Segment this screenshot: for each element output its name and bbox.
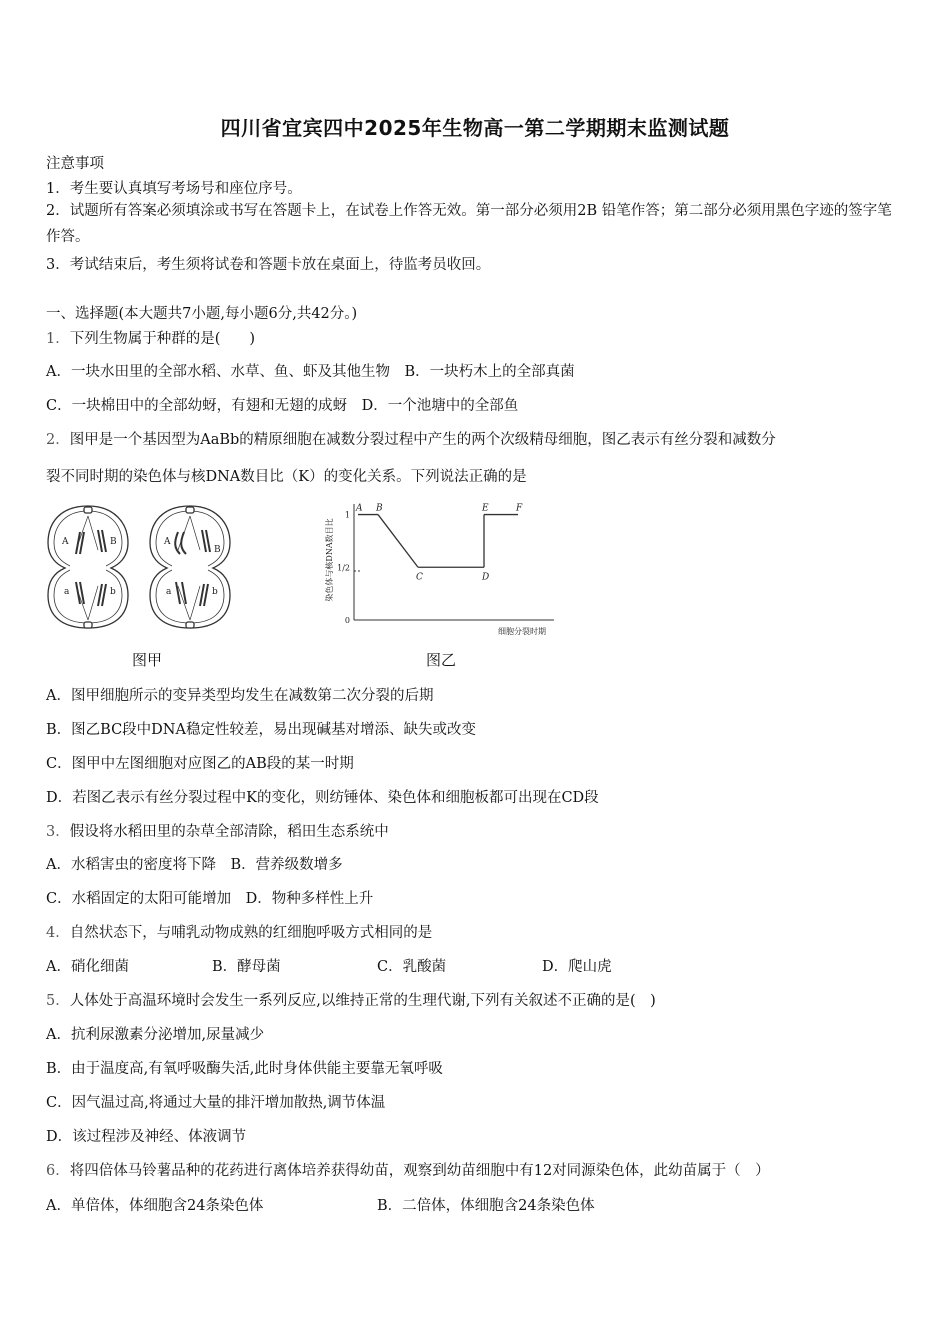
question-1 — [46, 327, 255, 348]
chart-point-label: F — [516, 503, 523, 514]
question-stem-continued: 裂不同时期的染色体与核DNA数目比（K）的变化关系。下列说法正确的是 — [46, 469, 527, 485]
option-c: C．乳酸菌 — [377, 959, 447, 975]
question-stem: 图甲是一个基因型为AaBb的精原细胞在减数分裂过程中产生的两个次级精母细胞，图乙表示有丝分裂和减数分 — [69, 432, 776, 448]
chart-point-label: B — [376, 503, 383, 514]
notice-item-1: 1．考生要认真填写考场号和座位序号。 — [46, 181, 302, 197]
gene-label: b — [110, 587, 116, 597]
question-stem: 人体处于高温环境时会发生一系列反应,以维持正常的生理代谢,下列有关叙述不正确的是( ) — [69, 993, 656, 1009]
figure-jia-label: 图甲 — [132, 651, 163, 669]
chart-point-label: D — [482, 572, 490, 583]
chart-point-label: E — [482, 503, 489, 514]
option-line: C．水稻固定的太阳可能增加 D．物种多样性上升 — [46, 891, 374, 907]
question-stem: 假设将水稻田里的杂草全部清除，稻田生态系统中 — [69, 824, 389, 840]
question-6 — [46, 1159, 770, 1180]
chart-point-label: A — [356, 503, 363, 514]
figure-yi-chart — [318, 498, 568, 643]
chart-y-tick-label: 1/2 — [337, 563, 350, 573]
question-2 — [46, 428, 776, 449]
question-5 — [46, 989, 656, 1010]
figure-jia — [40, 498, 240, 638]
question-stem: 将四倍体马铃薯品种的花药进行离体培养获得幼苗，观察到幼苗细胞中有12对同源染色体，此幼苗属于（ ） — [69, 1163, 770, 1179]
question-3 — [46, 820, 389, 841]
option-a: A．硝化细菌 — [46, 959, 129, 975]
question-stem: 下列生物属于种群的是( ) — [69, 331, 256, 347]
option-line: C．一块棉田中的全部幼蚜，有翅和无翅的成蚜 D．一个池塘中的全部鱼 — [46, 398, 519, 414]
option-line: A．抗利尿激素分泌增加,尿量减少 — [46, 1027, 265, 1043]
gene-label: A — [62, 537, 69, 547]
gene-label: B — [110, 537, 117, 547]
option-line: A．水稻害虫的密度将下降 B．营养级数增多 — [46, 857, 343, 873]
option-a: A．单倍体，体细胞含24条染色体 — [46, 1198, 264, 1214]
option-line: A．图甲细胞所示的变异类型均发生在减数第二次分裂的后期 — [46, 688, 434, 704]
question-number: 1． — [46, 331, 70, 347]
option-b: B．二倍体，体细胞含24条染色体 — [377, 1198, 595, 1214]
notice-item-2: 2．试题所有答案必须填涂或书写在答题卡上，在试卷上作答无效。第一部分必须用2B 铅笔作答；第二部分必须用黑色字迹的签字笔作答。 — [46, 203, 892, 245]
option-line: B．由于温度高,有氧呼吸酶失活,此时身体供能主要靠无氧呼吸 — [46, 1061, 443, 1077]
chart-xlabel: 细胞分裂时期 — [498, 627, 546, 636]
chart-y-tick-label: 0 — [344, 616, 350, 625]
option-line: D．该过程涉及神经、体液调节 — [46, 1129, 247, 1145]
notice-item-3: 3．考试结束后，考生须将试卷和答题卡放在桌面上，待监考员收回。 — [46, 257, 491, 273]
question-number: 2． — [46, 432, 70, 448]
chart-y-tick-label: 1 — [344, 510, 350, 520]
option-line: C．图甲中左图细胞对应图乙的AB段的某一时期 — [46, 756, 354, 772]
chart-line-segment — [378, 515, 418, 568]
gene-label: B — [214, 545, 221, 555]
question-number: 6． — [46, 1163, 70, 1179]
option-line: B．图乙BC段中DNA稳定性较差，易出现碱基对增添、缺失或改变 — [46, 722, 476, 738]
option-d: D．爬山虎 — [542, 959, 612, 975]
gene-label: a — [64, 587, 70, 597]
gene-label: a — [166, 587, 172, 597]
question-stem: 自然状态下，与哺乳动物成熟的红细胞呼吸方式相同的是 — [69, 925, 433, 941]
gene-label: b — [212, 587, 218, 597]
question-number: 5． — [46, 993, 70, 1009]
figure-yi-label: 图乙 — [426, 651, 457, 669]
notice-heading: 注意事项 — [46, 156, 104, 172]
question-number: 4． — [46, 925, 70, 941]
question-number: 3． — [46, 824, 70, 840]
question-4 — [46, 921, 432, 942]
page-title: 四川省宜宾四中2025年生物高一第二学期期末监测试题 — [220, 116, 730, 140]
option-b: B．酵母菌 — [212, 959, 281, 975]
option-line: A．一块水田里的全部水稻、水草、鱼、虾及其他生物 B．一块朽木上的全部真菌 — [46, 364, 575, 380]
gene-label: A — [164, 537, 171, 547]
option-line: D．若图乙表示有丝分裂过程中K的变化，则纺锤体、染色体和细胞板都可出现在CD段 — [46, 790, 599, 806]
section-heading: 一、选择题(本大题共7小题,每小题6分,共42分。) — [46, 306, 358, 322]
option-line: C．因气温过高,将通过大量的排汗增加散热,调节体温 — [46, 1095, 386, 1111]
chart-ylabel: 染色体与核DNA数目比 — [325, 518, 334, 602]
chart-point-label: C — [416, 572, 423, 583]
